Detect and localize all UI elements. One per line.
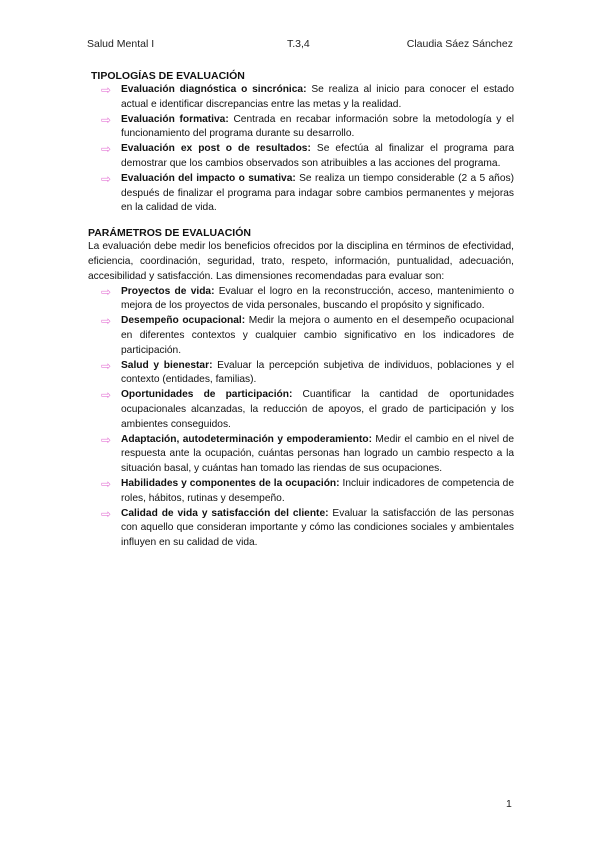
section-title-parametros: PARÁMETROS DE EVALUACIÓN bbox=[88, 227, 251, 240]
item-text: Se realiza al inicio para conocer el estado actual e identificar discrepancias entre las metas y la realidad. bbox=[121, 84, 514, 110]
parametros-intro: La evaluación debe medir los beneficios ofrecidos por la disciplina en términos de efectividad, eficiencia, coordinación, seguridad, trato, respeto, información, puntualidad, adecuación, accesibilidad y satisfacción. Las dimensiones recomendadas para evaluar son: bbox=[88, 241, 514, 282]
item-term: Evaluación del impacto o sumativa: bbox=[121, 172, 296, 184]
item-text: Se realiza un tiempo considerable (2 a 5 años) después de finalizar el programa para indagar sobre cambios permanentes y mejoras en la calidad de vida. bbox=[121, 172, 515, 214]
page-content bbox=[88, 69, 514, 551]
arrow-bullet-icon: ⇨ bbox=[101, 284, 112, 299]
list-item bbox=[88, 172, 514, 216]
item-term: Proyectos de vida: bbox=[121, 285, 215, 297]
arrow-bullet-icon: ⇨ bbox=[101, 83, 112, 97]
list-item bbox=[88, 142, 514, 172]
arrow-bullet-icon: ⇨ bbox=[101, 314, 112, 329]
item-term: Desempeño ocupacional: bbox=[121, 315, 246, 327]
item-text: Evaluar la satisfacción de las personas con aquello que consideran importante y cómo las condiciones sociales y ambientales influyen en su calidad de vida. bbox=[121, 507, 514, 549]
list-item bbox=[88, 83, 514, 113]
item-term: Calidad de vida y satisfacción del cliente: bbox=[121, 507, 329, 519]
list-item bbox=[88, 433, 514, 477]
item-term: Evaluación diagnóstica o sincrónica: bbox=[121, 84, 307, 95]
parametros-list bbox=[88, 285, 514, 551]
item-term: Oportunidades de participación: bbox=[121, 389, 293, 401]
list-item bbox=[88, 285, 514, 315]
item-text: Evaluar el logro en la reconstrucción, acceso, mantenimiento o mejora de los proyectos de vida personales, buscando el propósito y significado. bbox=[121, 285, 514, 312]
list-item bbox=[88, 388, 514, 432]
item-term: Evaluación ex post o de resultados: bbox=[121, 143, 311, 155]
list-item bbox=[88, 477, 514, 507]
tipologias-list bbox=[88, 83, 514, 216]
header-subject: Salud Mental I bbox=[87, 38, 155, 50]
item-text: Medir el cambio en el nivel de respuesta ante la ocupación, cuántas personas han logrado un cambio respecto a la situación basal, y cuántas han tomado las riendas de sus ocupaciones. bbox=[121, 433, 514, 475]
list-item bbox=[88, 507, 514, 551]
page-number: 1 bbox=[506, 798, 512, 810]
header-author: Claudia Sáez Sánchez bbox=[406, 38, 513, 50]
arrow-bullet-icon: ⇨ bbox=[101, 432, 112, 447]
item-term: Habilidades y componentes de la ocupación: bbox=[121, 477, 340, 489]
item-text: Cuantificar la cantidad de oportunidades ocupacionales alcanzadas, la reducción de apoyos, el grado de participación y los ambientes conseguidos. bbox=[121, 389, 514, 430]
section-title-tipologias: TIPOLOGÍAS DE EVALUACIÓN bbox=[91, 70, 245, 82]
item-term: Adaptación, autodeterminación y empoderamiento: bbox=[121, 433, 372, 445]
item-term: Evaluación formativa: bbox=[121, 113, 229, 125]
list-item bbox=[88, 113, 514, 143]
arrow-bullet-icon: ⇨ bbox=[101, 142, 112, 157]
item-text: Centrada en recabar información sobre la metodología y el funcionamiento del programa durante su desarrollo. bbox=[121, 113, 515, 140]
arrow-bullet-icon: ⇨ bbox=[101, 358, 112, 373]
arrow-bullet-icon: ⇨ bbox=[101, 112, 112, 127]
list-item bbox=[88, 314, 514, 358]
header-topic: T.3,4 bbox=[287, 38, 310, 50]
list-item bbox=[88, 359, 514, 389]
item-text: Se efectúa al finalizar el programa para demostrar que los cambios observados son atribuibles a las acciones del programa. bbox=[121, 143, 514, 169]
item-text: Evaluar la percepción subjetiva de individuos, poblaciones y el contexto (entidades, familias). bbox=[121, 359, 514, 386]
item-text: Medir la mejora o aumento en el desempeño ocupacional en diferentes contextos y cualquier cambio significativo en los indicadores de participación. bbox=[121, 315, 514, 356]
arrow-bullet-icon: ⇨ bbox=[101, 388, 112, 403]
item-text: Incluir indicadores de competencia de roles, hábitos, rutinas y desempeño. bbox=[121, 477, 514, 504]
arrow-bullet-icon: ⇨ bbox=[101, 506, 112, 521]
arrow-bullet-icon: ⇨ bbox=[101, 476, 112, 491]
arrow-bullet-icon: ⇨ bbox=[101, 171, 112, 186]
item-term: Salud y bienestar: bbox=[121, 359, 213, 371]
